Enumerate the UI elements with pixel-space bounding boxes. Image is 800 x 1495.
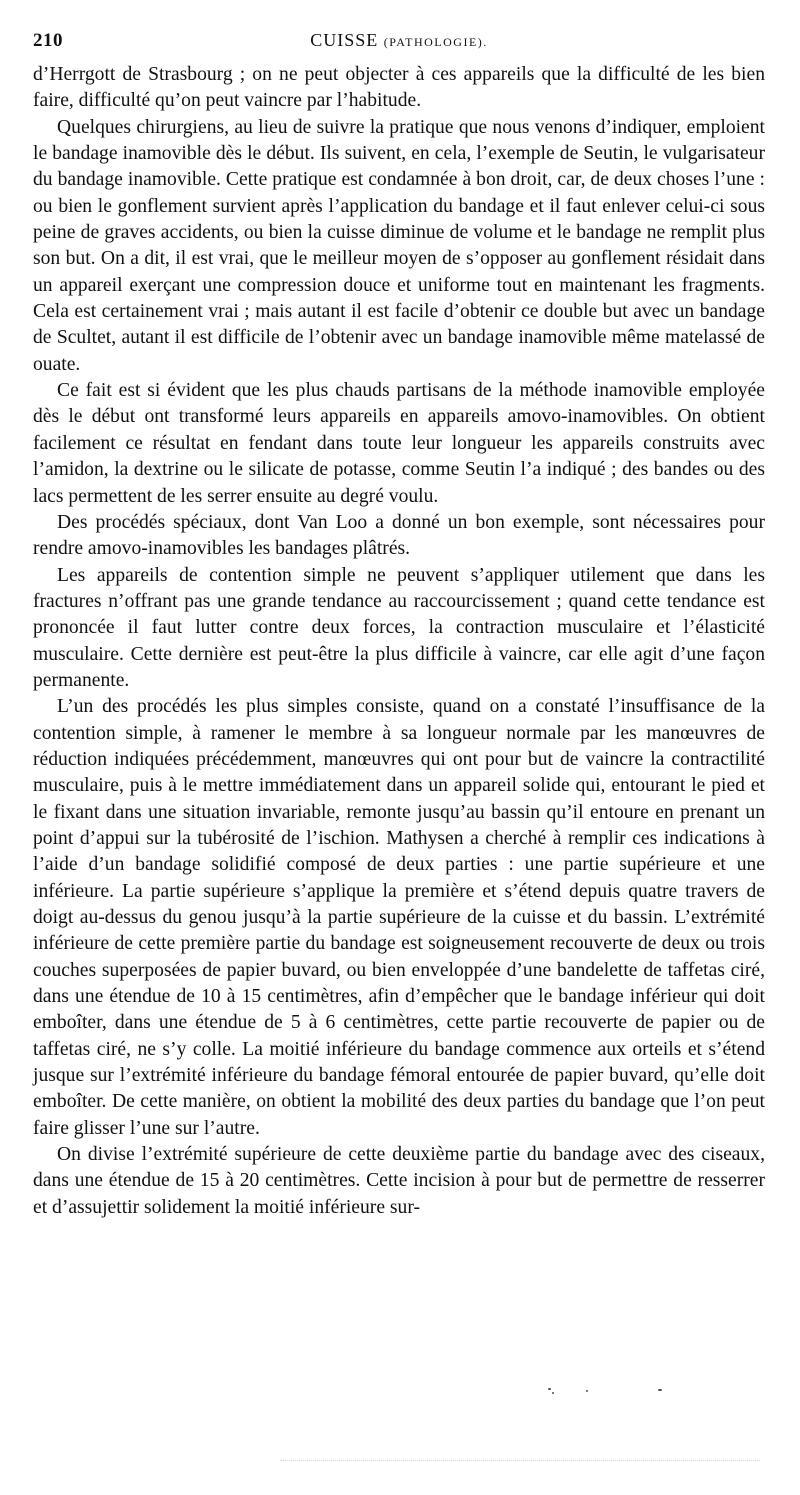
running-title-main: CUISSE	[310, 30, 379, 50]
body-text	[33, 62, 765, 1221]
paragraph-incision: On divise l’extrémité supérieure de cette deuxième partie du bandage avec des ciseaux, dans une étendue de 15 à 20 centimètres. Cette incision à pour but de permettre de resserrer et d’assujettir solidement la moitié inférieure sur-	[33, 1144, 765, 1218]
paragraph-contention-simple: Les appareils de contention simple ne peuvent s’appliquer utilement que dans les fractures n’offrant pas une grande tendance au raccourcissement ; quand cette tendance est prononcée il faut lutter contre deux forces, la contraction musculaire et l’élasticité musculaire. Cette dernière est peut-être la plus difficile à vaincre, car elle agit d’une façon permanente.	[33, 564, 765, 691]
paragraph-amovo-inamovible: Ce fait est si évident que les plus chauds partisans de la méthode inamovible employée dès le début ont transformé leurs appareils en appareils amovo-inamovibles. On obtient facilement ce résultat en fendant dans toute leur longueur les appareils construits avec l’amidon, la dextrine ou le silicate de potasse, comme Seutin l’a indiqué ; des bandes ou des lacs permettent de les serrer ensuite au degré voulu.	[33, 380, 765, 507]
paragraph-mathysen: L’un des procédés les plus simples consiste, quand on a constaté l’insuffisance de la contention simple, à ramener le membre à sa longueur normale par les manœuvres de réduction indiquées précédemment, manœuvres qui ont pour but de vaincre la contractilité musculaire, puis à le mettre immédiatement dans un appareil solide qui, entourant le pied et le fixant dans une situation invariable, remonte jusqu’au bassin qu’il entoure en prenant un point d’appui sur la tubérosité de l’ischion. Mathysen a cherché à remplir ces indications à l’aide d’un bandage solidifié composé de deux parties : une partie supérieure et une inférieure. La partie supérieure s’applique la première et s’étend depuis quatre travers de doigt au-dessus du genou jusqu’à la partie supérieure de la cuisse et du bassin. L’extrémité inférieure de cette première partie du bandage est soigneusement recouverte de deux ou trois couches superposées de papier buvard, ou bien enveloppée d’une bandelette de taffetas ciré, dans une étendue de 10 à 15 centimètres, afin d’empêcher que le bandage inférieur qui doit emboîter, dans une étendue de 5 à 6 centimètres, cette partie recouverte de papier ou de taffetas ciré, ne s’y colle. La moitié inférieure du bandage commence aux orteils et s’étend jusque sur l’extrémité inférieure du bandage fémoral entourée de papier buvard, qu’elle doit emboîter. De cette manière, on obtient la mobilité des deux parties du bandage que l’on peut faire glisser l’une sur l’autre.	[33, 696, 765, 1139]
running-title	[33, 30, 765, 51]
book-page	[33, 28, 765, 1221]
paragraph-inamovible-practice: Quelques chirurgiens, au lieu de suivre la pratique que nous venons d’indiquer, emploient le bandage inamovible dès le début. Ils suivent, en cela, l’exemple de Seutin, le vulgarisateur du bandage inamovible. Cette pratique est condamnée à bon droit, car, de deux choses l’une : ou bien le gonflement survient après l’application du bandage et il faut enlever celui-ci sous peine de graves accidents, ou bien la cuisse diminue de volume et le bandage ne remplit plus son but. On a dit, il est vrai, que le meilleur moyen de s’opposer au gonflement résidait dans un appareil exerçant une compression douce et uniforme tout en maintenant les fragments. Cela est certainement vrai ; mais autant il est facile d’obtenir ce double but avec un bandage de Scultet, autant il est difficile de l’obtenir avec un bandage inamovible même matelassé de ouate.	[33, 116, 765, 375]
print-specks	[540, 1386, 670, 1396]
running-title-sub: (PATHOLOGIE).	[383, 35, 488, 49]
paragraph-continuation: d’Herrgott de Strasbourg ; on ne peut objecter à ces appareils que la difficulté de les bien faire, difficulté qu’on peut vaincre par l’habitude.	[33, 64, 765, 112]
paragraph-van-loo: Des procédés spéciaux, dont Van Loo a donné un bon exemple, sont nécessaires pour rendre amovo-inamovibles les bandages plâtrés.	[33, 511, 765, 560]
bleed-through-line	[280, 1460, 760, 1465]
page-number: 210	[33, 30, 63, 51]
page-header	[33, 28, 765, 58]
